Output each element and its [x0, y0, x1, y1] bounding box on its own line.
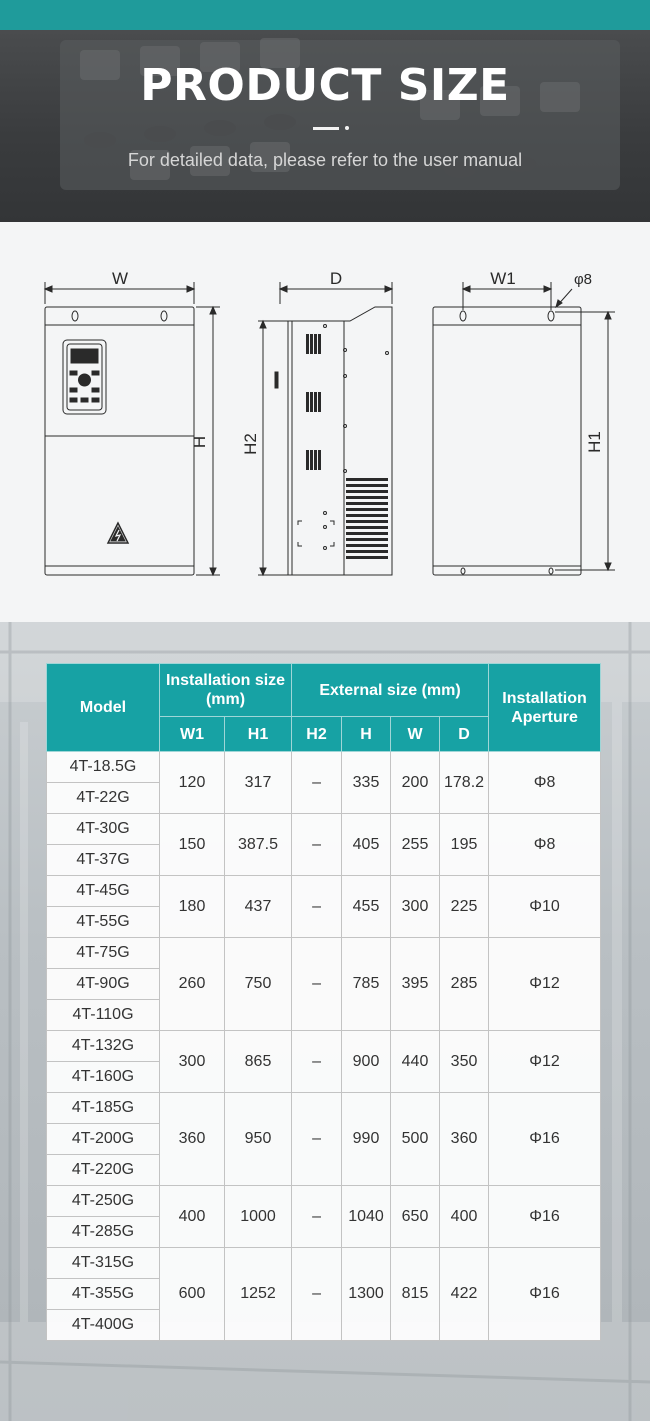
side-view: [241, 269, 392, 575]
h1-cell: 317: [225, 752, 292, 814]
model-cell: 4T-22G: [47, 783, 160, 814]
h2-cell: –: [292, 1248, 342, 1341]
table-row: [47, 814, 601, 845]
h-cell: 900: [342, 1031, 391, 1093]
aperture-cell: Φ10: [489, 876, 601, 938]
h1-cell: 750: [225, 938, 292, 1031]
h2-cell: –: [292, 752, 342, 814]
w1-cell: 300: [160, 1031, 225, 1093]
d-cell: 350: [440, 1031, 489, 1093]
d-cell: 225: [440, 876, 489, 938]
h-cell: 1040: [342, 1186, 391, 1248]
w1-cell: 600: [160, 1248, 225, 1341]
w-cell: 395: [391, 938, 440, 1031]
top-accent-bar: [0, 0, 650, 30]
table-row: [47, 752, 601, 783]
label-h1: H1: [585, 431, 604, 453]
h2-cell: –: [292, 1093, 342, 1186]
w-cell: 500: [391, 1093, 440, 1186]
w1-cell: 120: [160, 752, 225, 814]
h-cell: 455: [342, 876, 391, 938]
model-cell: 4T-160G: [47, 1062, 160, 1093]
product-size-table: [46, 663, 601, 1341]
header-w: W: [391, 717, 440, 752]
high-voltage-warning-icon: [108, 523, 128, 543]
dimension-drawing: [0, 222, 650, 622]
header-installation-size: Installation size (mm): [160, 664, 292, 717]
label-d: D: [329, 269, 343, 288]
w1-cell: 260: [160, 938, 225, 1031]
header-h1: H1: [225, 717, 292, 752]
back-view: [433, 269, 615, 575]
h1-cell: 865: [225, 1031, 292, 1093]
aperture-cell: Φ16: [489, 1093, 601, 1186]
h1-cell: 1000: [225, 1186, 292, 1248]
page-subtitle: For detailed data, please refer to the user manual: [127, 150, 523, 170]
d-cell: 400: [440, 1186, 489, 1248]
model-cell: 4T-200G: [47, 1124, 160, 1155]
model-cell: 4T-110G: [47, 1000, 160, 1031]
w-cell: 255: [391, 814, 440, 876]
model-cell: 4T-185G: [47, 1093, 160, 1124]
label-h: H: [190, 435, 209, 449]
d-cell: 178.2: [440, 752, 489, 814]
label-h2: H2: [241, 433, 260, 455]
model-cell: 4T-45G: [47, 876, 160, 907]
header-d: D: [440, 717, 489, 752]
w-cell: 440: [391, 1031, 440, 1093]
model-cell: 4T-285G: [47, 1217, 160, 1248]
h1-cell: 387.5: [225, 814, 292, 876]
h2-cell: –: [292, 1031, 342, 1093]
h-cell: 405: [342, 814, 391, 876]
label-phi8: φ8: [573, 271, 593, 288]
label-w: W: [111, 269, 129, 288]
dimension-drawing-panel: [0, 222, 650, 622]
model-cell: 4T-37G: [47, 845, 160, 876]
aperture-cell: Φ12: [489, 1031, 601, 1093]
h2-cell: –: [292, 1186, 342, 1248]
header-installation-aperture: Installation Aperture: [489, 664, 601, 752]
title-divider-dot: [345, 126, 349, 130]
aperture-cell: Φ16: [489, 1186, 601, 1248]
table-row: [47, 876, 601, 907]
w1-cell: 400: [160, 1186, 225, 1248]
model-cell: 4T-132G: [47, 1031, 160, 1062]
h1-cell: 950: [225, 1093, 292, 1186]
h-cell: 785: [342, 938, 391, 1031]
table-row: [47, 938, 601, 969]
header-external-size: External size (mm): [292, 664, 489, 717]
model-cell: 4T-400G: [47, 1310, 160, 1341]
aperture-cell: Φ8: [489, 814, 601, 876]
h-cell: 990: [342, 1093, 391, 1186]
h2-cell: –: [292, 876, 342, 938]
header-h: H: [342, 717, 391, 752]
h1-cell: 437: [225, 876, 292, 938]
model-cell: 4T-18.5G: [47, 752, 160, 783]
w1-cell: 360: [160, 1093, 225, 1186]
aperture-cell: Φ8: [489, 752, 601, 814]
model-cell: 4T-55G: [47, 907, 160, 938]
w1-cell: 150: [160, 814, 225, 876]
header-w1: W1: [160, 717, 225, 752]
page-title: PRODUCT SIZE: [140, 60, 510, 111]
h-cell: 1300: [342, 1248, 391, 1341]
label-w1: W1: [490, 269, 516, 288]
d-cell: 285: [440, 938, 489, 1031]
model-cell: 4T-220G: [47, 1155, 160, 1186]
w-cell: 300: [391, 876, 440, 938]
model-cell: 4T-90G: [47, 969, 160, 1000]
d-cell: 195: [440, 814, 489, 876]
front-view: [45, 269, 220, 575]
h2-cell: –: [292, 814, 342, 876]
h-cell: 335: [342, 752, 391, 814]
header-model: Model: [47, 664, 160, 752]
d-cell: 422: [440, 1248, 489, 1341]
table-row: [47, 1186, 601, 1217]
h2-cell: –: [292, 938, 342, 1031]
model-cell: 4T-250G: [47, 1186, 160, 1217]
model-cell: 4T-30G: [47, 814, 160, 845]
hero-banner: [0, 30, 650, 222]
table-row: [47, 1031, 601, 1062]
aperture-cell: Φ16: [489, 1248, 601, 1341]
model-cell: 4T-355G: [47, 1279, 160, 1310]
table-row: [47, 1093, 601, 1124]
aperture-cell: Φ12: [489, 938, 601, 1031]
w-cell: 815: [391, 1248, 440, 1341]
header-h2: H2: [292, 717, 342, 752]
model-cell: 4T-75G: [47, 938, 160, 969]
w-cell: 650: [391, 1186, 440, 1248]
h1-cell: 1252: [225, 1248, 292, 1341]
table-row: [47, 1248, 601, 1279]
title-divider: [313, 127, 339, 130]
terminal-block-background: [0, 30, 650, 222]
model-cell: 4T-315G: [47, 1248, 160, 1279]
d-cell: 360: [440, 1093, 489, 1186]
w-cell: 200: [391, 752, 440, 814]
w1-cell: 180: [160, 876, 225, 938]
